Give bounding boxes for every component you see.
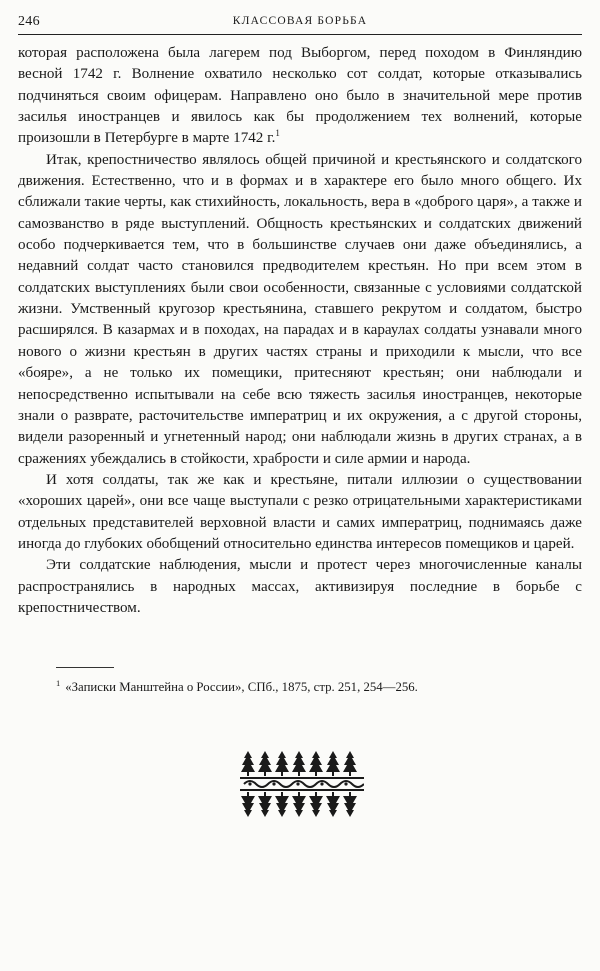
paragraph-4: Эти солдатские наблюдения, мысли и протест через многочисленные каналы распространялись в народных массах, активизируя последние в борьбе с крепостничеством.: [18, 557, 582, 616]
page-header: [18, 14, 582, 35]
body-text: [18, 43, 582, 619]
folk-ornament-icon: [240, 749, 364, 819]
footnote-separator: [56, 667, 114, 668]
footnote-text: «Записки Манштейна о России», СПб., 1875, стр. 251, 254—256.: [65, 680, 418, 694]
paragraph-1-text: которая расположена была лагерем под Выборгом, перед походом в Финляндию весной 1742 г. Волнение охватило несколько сот солдат, которые отказывались подчиняться своим офицерам. Направлено оно было в значительной мере против засилья иностранцев и явилось как бы продолжением тех волнений, которые произошли в Петербурге в марте 1742 г.: [18, 45, 582, 147]
paragraph-3: И хотя солдаты, так же как и крестьяне, питали иллюзии о существовании «хороших царей», они все чаще выступали с резко отрицательными характеристиками отдельных представителей верховной власти и самих императриц, поднимаясь даже иногда до глубоких обобщений относительно единства интересов помещиков и царей.: [18, 471, 582, 552]
footnote-marker: 1: [56, 678, 61, 688]
footnote-reference[interactable]: 1: [275, 128, 280, 139]
page-number: 246: [18, 14, 40, 29]
footnote: [56, 679, 582, 695]
running-title: КЛАССОВАЯ БОРЬБА: [232, 15, 368, 27]
paragraph-1: [18, 43, 582, 150]
paragraph-2: Итак, крепостничество являлось общей причиной и крестьянского и солдатского движения. Естественно, что и в формах и в характере его было много общего. Их сближали такие черты, как стихийность, локальность, вера в «доброго царя», а также и самозванство в ряде выступлений. Общность крестьянских и солдатских движений особо подчеркивается тем, что в большинстве случаев они даже объединялись, а недавний солдат часто становился предводителем крестьян. Но при всем этом в солдатских выступлениях были свои особенности, связанные с условиями солдатской жизни. Умственный кругозор крестьянина, ставшего рекрутом и солдатом, быстро расширялся. В казармах и в походах, на парадах и в караулах солдаты узнавали много нового о жизни крестьян в других частях страны и приходили к мысли, что все «бояре», а не только их помещики, притесняют крестьян; они наблюдали и непосредственно испытывали на себе всю тяжесть засилья иностранцев, некоторые знали о разврате, расточительстве императриц и их окружения, а с другой стороны, видели разоренный и угнетенный народ; они наблюдали жизнь в других странах, а в сражениях убеждались в стойкости, храбрости и силе армии и народа.: [18, 151, 582, 467]
